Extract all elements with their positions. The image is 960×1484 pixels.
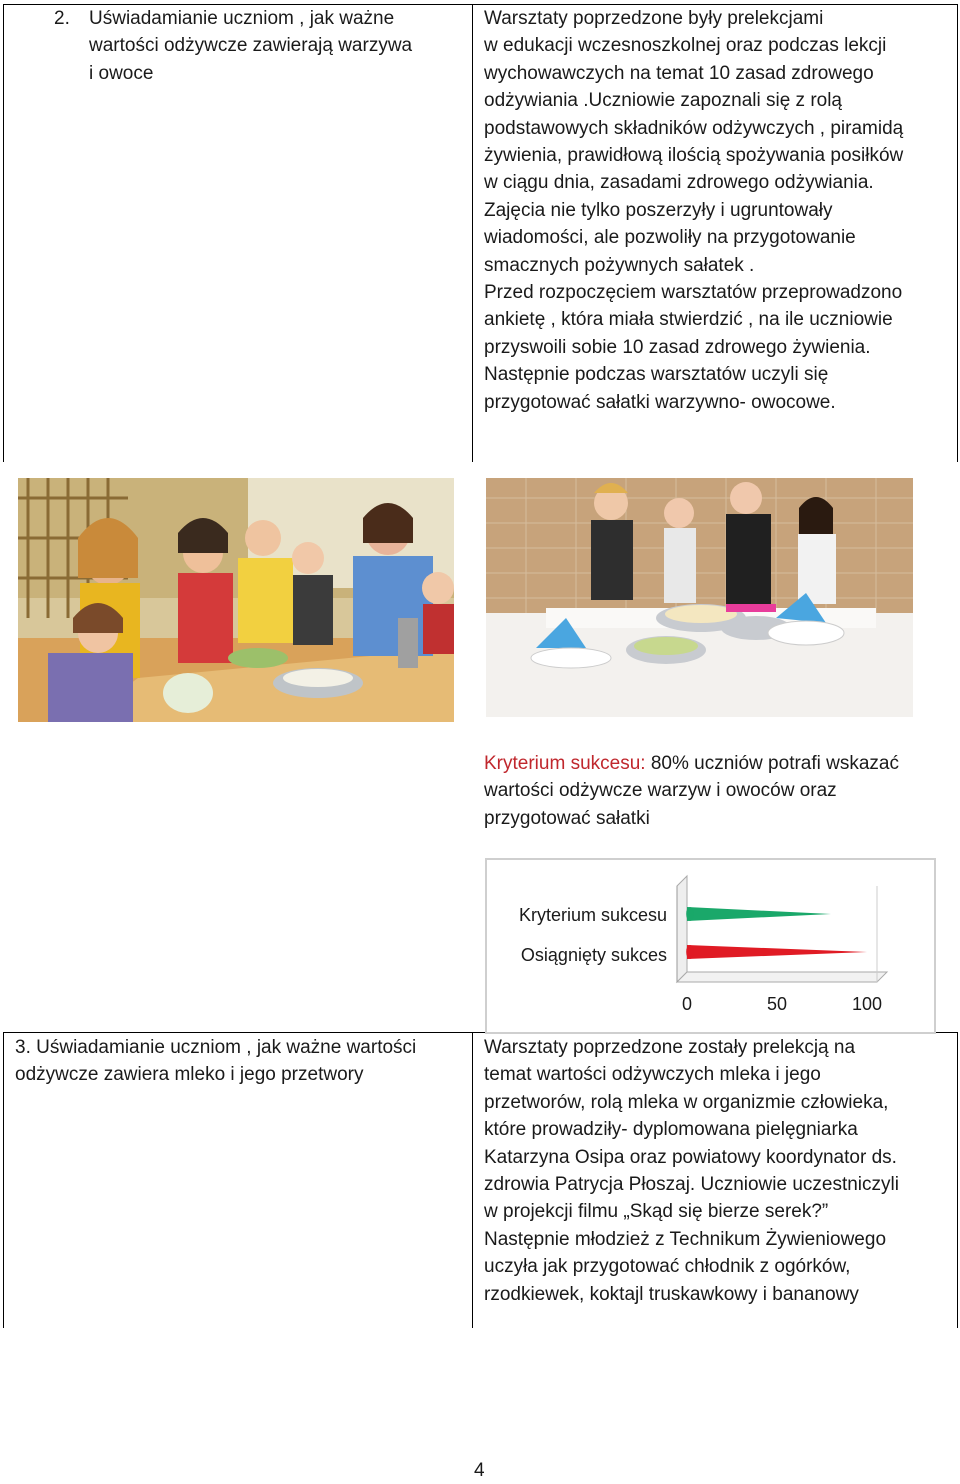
chart-bar-osiagniety-sukces (687, 945, 867, 959)
chart-x-tick-label: 0 (681, 994, 693, 1014)
chart-3d-walls (677, 876, 887, 982)
row3-description: Warsztaty poprzedzone zostały prelekcją na temat wartości odżywczych mleka i jego przetworów, rolą mleka w organizmie człowieka, które prowadziły- dyplomowana pielęgniarka Katarzyna Osipa oraz powiatowy koordynator ds. zdrowia Patrycja Płoszaj. Uczniowie uczestniczyli w projekcji filmu „Skąd się bierze serek?” Następnie młodzież z Technikum Żywieniowego uczyła jak przygotować chłodnik z ogórków, rzodkiewek, koktajl truskawkowy i bananowy (484, 1037, 899, 1305)
photo-salad-workshop-image (18, 478, 454, 722)
chart-category-label: Kryterium sukcesu (518, 905, 667, 925)
chart-x-tick-label: 100 (851, 994, 883, 1014)
success-criterion-rest: wartości odżywcze warzyw i owoców oraz przygotować sałatki (484, 780, 837, 829)
success-chart-svg (487, 860, 934, 1032)
chart-bar-cap (686, 907, 694, 921)
chart-x-tick-label: 50 (766, 994, 788, 1014)
success-criterion-text (484, 750, 954, 832)
photo-salads-presentation (486, 478, 913, 717)
success-chart (485, 858, 936, 1034)
chart-bar-cap (686, 945, 694, 959)
row2-number: 2. (54, 8, 70, 29)
photo-salad-workshop (18, 478, 454, 722)
table-left-border (3, 4, 4, 462)
table-right-border (957, 4, 958, 462)
table-left-border-lower (3, 1032, 4, 1328)
success-criterion-value: 80% uczniów potrafi wskazać (645, 753, 899, 774)
table-column-divider-lower (472, 1032, 473, 1328)
row2-title: Uświadamianie uczniom , jak ważne wartości odżywcze zawierają warzywa i owoce (89, 8, 413, 84)
page-number: 4 (474, 1460, 485, 1481)
chart-bar-kryterium-sukcesu (687, 907, 831, 921)
table-right-border-lower (957, 1032, 958, 1328)
table-column-divider (472, 4, 473, 462)
chart-category-label: Osiągnięty sukces (520, 945, 667, 965)
success-criterion-label: Kryterium sukcesu: (484, 753, 646, 774)
photo-salads-presentation-image (486, 478, 913, 717)
row2-description: Warsztaty poprzedzone były prelekcjami w edukacji wczesnoszkolnej oraz podczas lekcji wychowawczych na temat 10 zasad zdrowego odżywiania .Uczniowie zapoznali się z rolą podstawowych składników odżywczych , piramidą żywienia, prawidłową ilością spożywania posiłków w ciągu dnia, zasadami zdrowego odżywiania. Zajęcia nie tylko poszerzyły i ugruntowały wiadomości, ale pozwoliły na przygotowanie smacznych pożywnych sałatek . Przed rozpoczęciem warsztatów przeprowadzono ankietę , która miała stwierdzić , na ile uczniowie przyswoili sobie 10 zasad zdrowego żywienia. Następnie podczas warsztatów uczyli się przygotować sałatki warzywno- owocowe. (484, 8, 904, 413)
row3-title: 3. Uświadamianie uczniom , jak ważne wartości odżywcze zawiera mleko i jego przetwory (15, 1037, 417, 1086)
